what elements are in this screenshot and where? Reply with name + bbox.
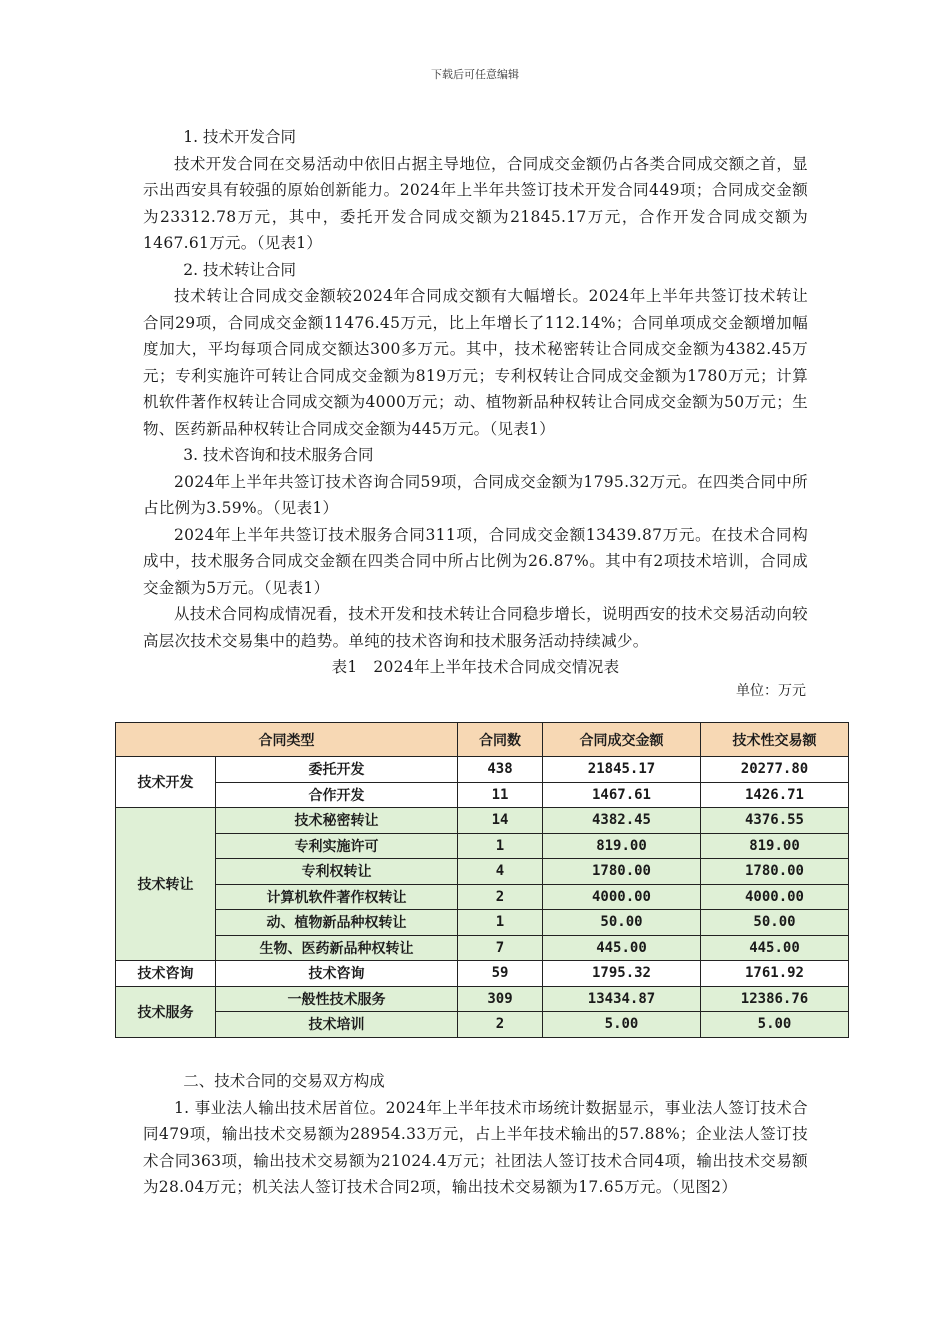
table-row (116, 1012, 849, 1038)
table-row (116, 935, 849, 961)
row-type: 专利实施许可 (216, 833, 458, 859)
header-contract-type: 合同类型 (116, 723, 458, 757)
row-tech-amount: 20277.80 (701, 757, 849, 783)
table-row (116, 782, 849, 808)
table-row (116, 961, 849, 987)
row-count: 4 (458, 859, 543, 885)
row-amount: 1780.00 (543, 859, 701, 885)
row-amount: 21845.17 (543, 757, 701, 783)
table-row (116, 833, 849, 859)
row-amount: 4000.00 (543, 884, 701, 910)
table-caption: 表1 2024年上半年技术合同成交情况表 (331, 658, 620, 676)
row-amount: 5.00 (543, 1012, 701, 1038)
row-amount: 1467.61 (543, 782, 701, 808)
row-tech-amount: 5.00 (701, 1012, 849, 1038)
table-row (116, 986, 849, 1012)
row-count: 2 (458, 1012, 543, 1038)
row-amount: 13434.87 (543, 986, 701, 1012)
row-count: 1 (458, 833, 543, 859)
row-amount: 445.00 (543, 935, 701, 961)
paragraph-tech-development: 技术开发合同在交易活动中依旧占据主导地位，合同成交金额仍占各类合同成交额之首，显示出西安具有较强的原始创新能力。2024年上半年共签订技术开发合同449项；合同成交金额为23312.78万元，其中，委托开发合同成交额为21845.17万元，合作开发合同成交额为1467.61万元。（见表1） (143, 154, 808, 252)
row-count: 1 (458, 910, 543, 936)
row-tech-amount: 1426.71 (701, 782, 849, 808)
row-type: 专利权转让 (216, 859, 458, 885)
table-header-row (116, 723, 849, 757)
group-tech-transfer: 技术转让 (116, 808, 216, 961)
row-type: 技术咨询 (216, 961, 458, 987)
row-amount: 4382.45 (543, 808, 701, 834)
row-type: 动、植物新品种权转让 (216, 910, 458, 936)
section-heading-tech-transfer: 2. 技术转让合同 (183, 260, 297, 279)
row-type: 委托开发 (216, 757, 458, 783)
row-tech-amount: 4000.00 (701, 884, 849, 910)
section-heading-tech-development: 1. 技术开发合同 (183, 128, 297, 146)
paragraph-tech-transfer: 技术转让合同成交金额较2024年合同成交额有大幅增长。2024年上半年共签订技术转让合同29项，合同成交金额11476.45万元，比上年增长了112.14%；合同单项成交金额增加幅度加大，平均每项合同成交额达300多万元。其中，技术秘密转让合同成交金额为4382.45万元；专利实施许可转让合同成交金额为819万元；专利权转让合同成交金额为1780万元；计算机软件著作权转让合同成交额为4000万元；动、植物新品种权转让合同成交金额为50万元；生物、医药新品种权转让合同成交金额为445万元。（见表1） (143, 287, 808, 438)
group-tech-development: 技术开发 (116, 757, 216, 808)
row-tech-amount: 12386.76 (701, 986, 849, 1012)
row-type: 一般性技术服务 (216, 986, 458, 1012)
row-count: 14 (458, 808, 543, 834)
row-type: 生物、医药新品种权转让 (216, 935, 458, 961)
paragraph-summary: 从技术合同构成情况看，技术开发和技术转让合同稳步增长，说明西安的技术交易活动向较高层次技术交易集中的趋势。单纯的技术咨询和技术服务活动持续减少。 (143, 605, 808, 650)
row-type: 技术秘密转让 (216, 808, 458, 834)
row-count: 11 (458, 782, 543, 808)
row-amount: 1795.32 (543, 961, 701, 987)
row-tech-amount: 4376.55 (701, 808, 849, 834)
row-amount: 50.00 (543, 910, 701, 936)
row-count: 438 (458, 757, 543, 783)
header-tech-amount: 技术性交易额 (701, 723, 849, 757)
row-tech-amount: 50.00 (701, 910, 849, 936)
row-type: 技术培训 (216, 1012, 458, 1038)
header-count: 合同数 (458, 723, 543, 757)
paragraph-tech-service: 2024年上半年共签订技术服务合同311项，合同成交金额13439.87万元。在技术合同构成中，技术服务合同成交金额在四类合同中所占比例为26.87%。其中有2项技术培训，合同成交金额为5万元。（见表1） (143, 525, 808, 597)
section-heading-consult-service: 3. 技术咨询和技术服务合同 (183, 446, 374, 464)
row-amount: 819.00 (543, 833, 701, 859)
table-row (116, 884, 849, 910)
table-row (116, 808, 849, 834)
row-count: 7 (458, 935, 543, 961)
header-amount: 合同成交金额 (543, 723, 701, 757)
row-tech-amount: 1780.00 (701, 859, 849, 885)
contract-table (115, 722, 849, 1038)
row-count: 59 (458, 961, 543, 987)
table-row (116, 757, 849, 783)
row-count: 2 (458, 884, 543, 910)
paragraph-parties: 1. 事业法人输出技术居首位。2024年上半年技术市场统计数据显示，事业法人签订技术合同479项，输出技术交易额为28954.33万元，占上半年技术输出的57.88%；企业法人签订技术合同363项，输出技术交易额为21024.4万元；社团法人签订技术合同4项，输出技术交易额为28.04万元；机关法人签订技术合同2项，输出技术交易额为17.65万元。（见图2） (143, 1098, 808, 1196)
row-tech-amount: 819.00 (701, 833, 849, 859)
document-body (143, 124, 808, 704)
table-row (116, 910, 849, 936)
row-tech-amount: 445.00 (701, 935, 849, 961)
row-count: 309 (458, 986, 543, 1012)
document-body-lower (143, 1068, 808, 1201)
group-tech-service: 技术服务 (116, 986, 216, 1037)
row-tech-amount: 1761.92 (701, 961, 849, 987)
row-type: 合作开发 (216, 782, 458, 808)
table-unit: 单位：万元 (736, 683, 806, 699)
paragraph-tech-consult: 2024年上半年共签订技术咨询合同59项，合同成交金额为1795.32万元。在四类合同中所占比例为3.59%。（见表1） (143, 472, 808, 517)
section-heading-parties: 二、技术合同的交易双方构成 (183, 1072, 385, 1090)
table-row (116, 859, 849, 885)
group-tech-consult: 技术咨询 (116, 961, 216, 987)
row-type: 计算机软件著作权转让 (216, 884, 458, 910)
page-header: 下载后可任意编辑 (431, 68, 519, 81)
